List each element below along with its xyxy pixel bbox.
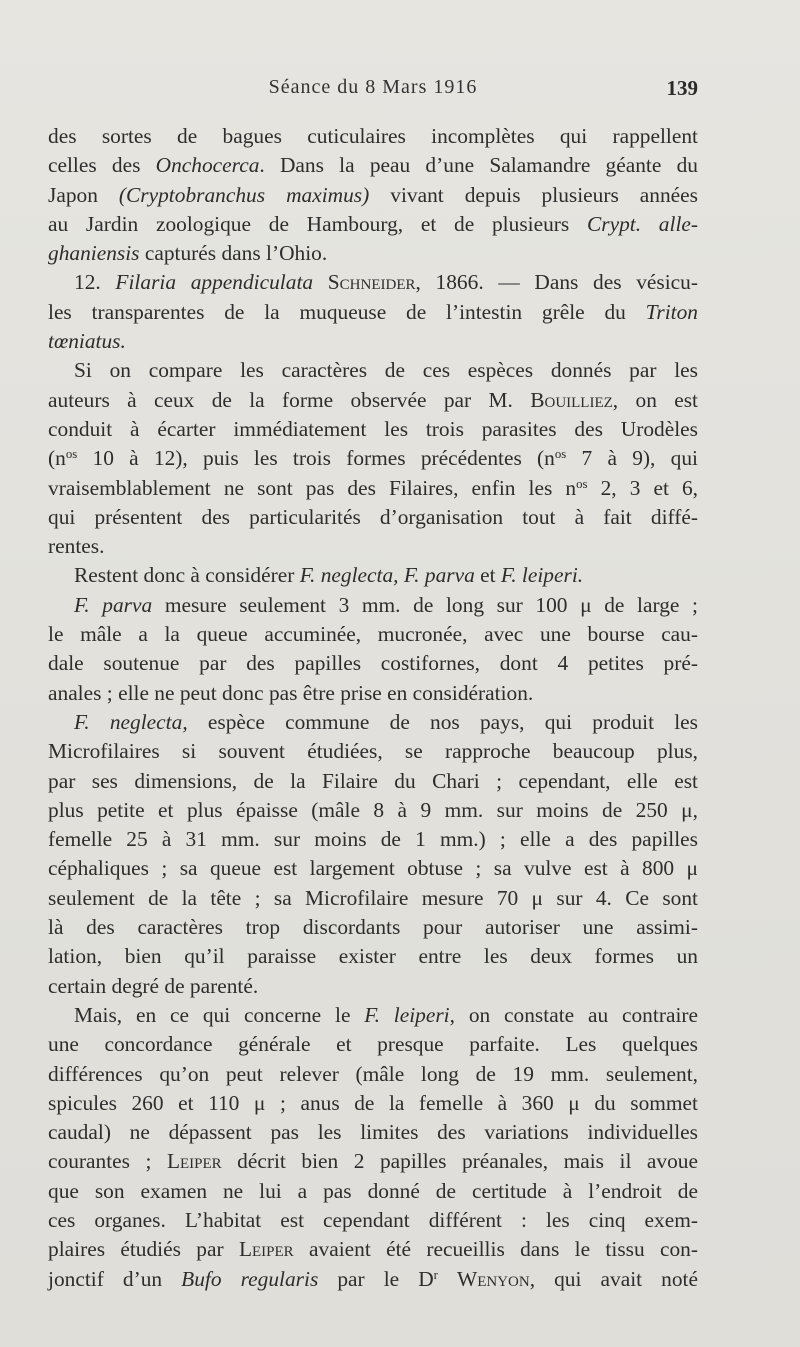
text-line: là des caractères trop discordants pour autoriser une assimi- (48, 915, 698, 940)
text-line: Japon (Cryptobranchus maximus) vivant depuis plusieurs années (48, 182, 698, 207)
text-line: conduit à écarter immédiatement les trois parasites des Urodèles (48, 416, 698, 441)
text-line: Microfilaires si souvent étudiées, se rapproche beaucoup plus, (48, 739, 698, 764)
text-line: certain degré de parenté. (48, 973, 259, 998)
text-line: jonctif d’un Bufo regularis par le $D^r$ Wenyon, qui avait noté (48, 1266, 698, 1291)
text-line: seulement de la tête ; sa Microfilaire mesure 70 μ sur 4. Ce sont (48, 885, 698, 910)
text-line: 12. Filaria appendiculata Schneider, 1866. — Dans des vésicu- (74, 270, 698, 295)
text-line: anales ; elle ne peut donc pas être prise en considération. (48, 680, 534, 705)
text-line: le mâle a la queue accuminée, mucronée, avec une bourse cau- (48, 622, 698, 647)
text-line: Si on compare les caractères de ces espèces donnés par les (74, 358, 698, 383)
paragraph-species-12 (48, 268, 698, 356)
text-line: vraisemblablement ne sont pas des Filaires, enfin les $n^{os}$ 2, 3 et 6, (48, 475, 699, 500)
text-line: les transparentes de la muqueuse de l’intestin grêle du Triton (48, 299, 698, 324)
text-line: des sortes de bagues cuticulaires incomplètes qui rappellent (48, 124, 698, 148)
text-line: ghaniensis capturés dans l’Ohio. (48, 241, 328, 266)
text-line: Mais, en ce qui concerne le F. leiperi, on constate au contraire (74, 1002, 699, 1027)
page-number: 139 (666, 76, 698, 100)
text-line: caudal) ne dépassent pas les limites des variations individuelles (48, 1120, 698, 1145)
paragraph-neglecta (48, 708, 698, 1001)
text-line: que son examen ne lui a pas donné de certitude à l’endroit de (48, 1178, 698, 1203)
text-line: celles des Onchocerca. Dans la peau d’une Salamandre géante du (48, 153, 698, 178)
text-line: ($n^{os}$ 10 à 12), puis les trois formes précédentes ($n^{os}$ 7 à 9), qui (48, 446, 698, 471)
text-line: tœniatus. (48, 329, 126, 354)
text-line: auteurs à ceux de la forme observée par M. Bouilliez, on est (48, 387, 699, 412)
page-header (48, 76, 698, 108)
text-line: par ses dimensions, de la Filaire du Chari ; cependant, elle est (48, 768, 698, 793)
text-line: une concordance générale et presque parfaite. Les quelques (48, 1032, 698, 1057)
paragraph-parva (48, 591, 698, 708)
paragraph-continuation (48, 122, 698, 268)
text-line: femelle 25 à 31 mm. sur moins de 1 mm.) ; elle a des papilles (48, 827, 698, 852)
text-line: lation, bien qu’il paraisse exister entre les deux formes un (48, 944, 698, 969)
running-head: Séance du 8 Mars 1916 (268, 76, 478, 98)
text-line: Restent donc à considérer F. neglecta, F. parva et F. leiperi. (74, 563, 584, 588)
text-line: au Jardin zoologique de Hambourg, et de plusieurs Crypt. alle- (48, 211, 699, 236)
paragraph-leiperi (48, 1001, 698, 1294)
text-line: différences qu’on peut relever (mâle long de 19 mm. seulement, (48, 1061, 698, 1086)
text-line: plus petite et plus épaisse (mâle 8 à 9 mm. sur moins de 250 μ, (48, 797, 698, 822)
text-line: spicules 260 et 110 μ ; anus de la femelle à 360 μ du sommet (48, 1090, 698, 1115)
paragraph-comparison (48, 356, 698, 561)
text-line: plaires étudiés par Leiper avaient été recueillis dans le tissu con- (48, 1237, 699, 1262)
paragraph-remaining (48, 561, 698, 590)
text-line: rentes. (48, 534, 105, 559)
text-line: F. neglecta, espèce commune de nos pays, qui produit les (74, 709, 698, 734)
text-line: céphaliques ; sa queue est largement obtuse ; sa vulve est à 800 μ (48, 856, 698, 881)
body-text (48, 122, 698, 1294)
text-line: dale soutenue par des papilles costifornes, dont 4 petites pré- (48, 651, 698, 676)
text-line: qui présentent des particularités d’organisation tout à fait diffé- (48, 504, 698, 529)
text-line: courantes ; Leiper décrit bien 2 papilles préanales, mais il avoue (48, 1149, 698, 1174)
text-line: ces organes. L’habitat est cependant différent : les cinq exem- (48, 1207, 698, 1232)
text-line: F. parva mesure seulement 3 mm. de long sur 100 μ de large ; (74, 592, 698, 617)
